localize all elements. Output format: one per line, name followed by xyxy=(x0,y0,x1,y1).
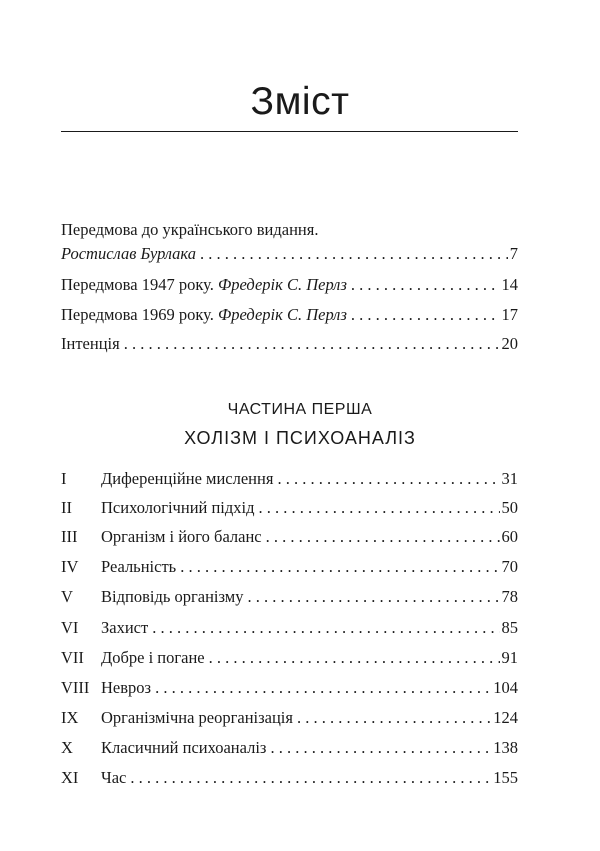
dot-leader xyxy=(351,304,500,326)
chapter-number: VII xyxy=(61,648,84,667)
chapter-page: 85 xyxy=(501,618,518,637)
chapter-title: Відповідь організму xyxy=(101,587,244,606)
dot-leader xyxy=(266,526,500,548)
dot-leader xyxy=(351,274,500,296)
dot-leader xyxy=(155,677,491,699)
dot-leader xyxy=(130,767,491,789)
toc-entry-author: Фредерік С. Перлз xyxy=(217,275,347,294)
dot-leader xyxy=(209,647,500,669)
chapter-title: Захист xyxy=(101,618,149,637)
chapter-page: 104 xyxy=(493,678,518,697)
toc-chapter-row xyxy=(61,647,518,669)
chapter-page: 78 xyxy=(501,587,518,606)
toc-entry-title: Інтенція xyxy=(61,334,120,353)
toc-chapter-row xyxy=(61,617,518,639)
toc-chapter-row xyxy=(61,767,518,789)
dot-leader xyxy=(124,333,500,355)
toc-entry-author: Фредерік С. Перлз xyxy=(217,305,347,324)
chapter-number: VIII xyxy=(61,678,90,697)
toc-entry-page: 17 xyxy=(501,305,518,324)
chapter-number: VI xyxy=(61,618,79,637)
dot-leader xyxy=(297,707,491,729)
toc-chapter-row xyxy=(61,737,518,759)
part-title: ХОЛІЗМ І ПСИХОАНАЛІЗ xyxy=(184,428,416,448)
chapter-page: 70 xyxy=(501,557,518,576)
dot-leader xyxy=(200,243,508,265)
chapter-number: III xyxy=(61,527,78,546)
chapter-title: Класичний психоаналіз xyxy=(101,738,267,757)
chapter-page: 50 xyxy=(501,498,518,517)
dot-leader xyxy=(259,497,500,519)
toc-chapter-row xyxy=(61,497,518,519)
toc-entry-title-text: Передмова 1969 року. xyxy=(61,305,218,324)
chapter-page: 31 xyxy=(501,469,518,488)
dot-leader xyxy=(152,617,499,639)
dot-leader xyxy=(270,737,491,759)
chapter-title: Добре і погане xyxy=(101,648,205,667)
toc-entry-intention xyxy=(61,333,518,355)
chapter-title: Невроз xyxy=(101,678,152,697)
chapter-title: Реальність xyxy=(101,557,177,576)
chapter-title: Психологічний підхід xyxy=(101,498,255,517)
toc-chapter-row xyxy=(61,468,518,490)
chapter-number: XI xyxy=(61,768,79,787)
toc-chapter-row xyxy=(61,707,518,729)
toc-entry-author: Ростислав Бурлака xyxy=(61,244,196,263)
part-label: ЧАСТИНА ПЕРША xyxy=(227,401,373,418)
chapter-page: 155 xyxy=(493,768,518,787)
dot-leader xyxy=(180,556,499,578)
chapter-number: II xyxy=(61,498,72,517)
toc-entry-intro xyxy=(61,243,518,265)
dot-leader xyxy=(277,468,499,490)
chapter-number: I xyxy=(61,469,67,488)
page-title: Зміст xyxy=(250,80,350,123)
chapter-title: Час xyxy=(101,768,127,787)
chapter-page: 91 xyxy=(501,648,518,667)
chapter-title: Організмічна реорганізація xyxy=(101,708,293,727)
toc-chapter-row xyxy=(61,526,518,548)
toc-entry-preface-1969 xyxy=(61,304,518,326)
chapter-number: X xyxy=(61,738,73,757)
chapter-number: IV xyxy=(61,557,79,576)
chapter-number: IX xyxy=(61,708,79,727)
toc-entry-page: 20 xyxy=(501,334,518,353)
toc-entry-title xyxy=(61,304,347,326)
toc-chapter-row xyxy=(61,677,518,699)
chapter-page: 124 xyxy=(493,708,518,727)
title-divider xyxy=(61,131,518,132)
chapter-page: 60 xyxy=(501,527,518,546)
toc-chapter-row xyxy=(61,586,518,608)
chapter-title: Диференційне мислення xyxy=(101,469,274,488)
intro-title-line: Передмова до українського видання. xyxy=(61,220,319,239)
toc-entry-title-text: Передмова 1947 року. xyxy=(61,275,218,294)
chapter-number: V xyxy=(61,587,73,606)
chapter-page: 138 xyxy=(493,738,518,757)
toc-entry-title xyxy=(61,274,347,296)
toc-chapter-row xyxy=(61,556,518,578)
toc-entry-preface-1947 xyxy=(61,274,518,296)
toc-entry-page: 14 xyxy=(501,275,518,294)
chapter-title: Організм і його баланс xyxy=(101,527,262,546)
dot-leader xyxy=(247,586,499,608)
toc-entry-page: 7 xyxy=(509,244,518,263)
